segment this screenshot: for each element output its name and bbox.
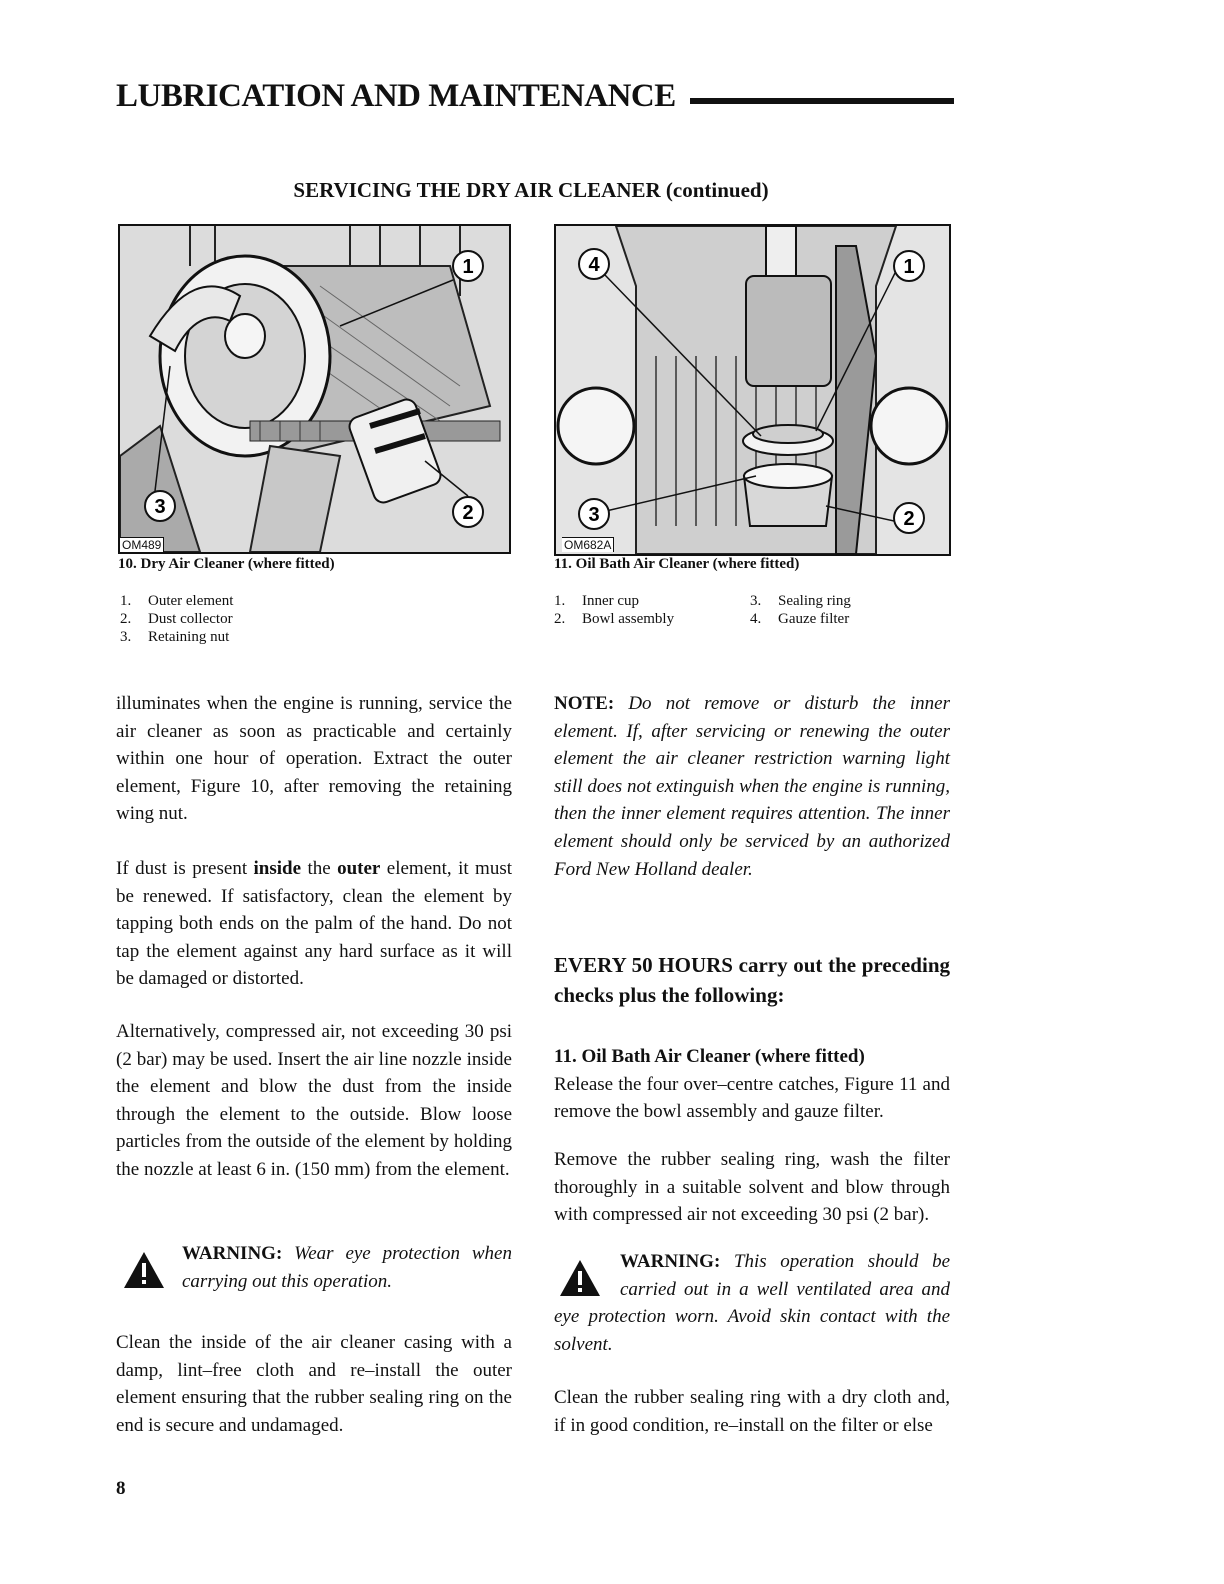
right-paragraph-3: Clean the rubber sealing ring with a dry cloth and, if in good condition, re–install on the filter or else — [554, 1387, 950, 1436]
right-column-p2 — [554, 1146, 950, 1229]
page-number: 8 — [116, 1478, 126, 1499]
warning-triangle-icon — [122, 1250, 166, 1290]
oil-bath-sub-heading: 11. Oil Bath Air Cleaner (where fitted) — [554, 1046, 865, 1067]
legend-item: 2. Bowl assembly — [554, 611, 675, 627]
figure-11-code: OM682A — [562, 537, 614, 552]
title-rule — [690, 98, 954, 104]
fig11-callout-4: 4 — [588, 254, 600, 276]
legend-item: 1. Outer element — [120, 593, 234, 609]
figure-11-image — [554, 224, 951, 556]
left-column-p4 — [116, 1329, 512, 1439]
every-50-hours-heading: EVERY 50 HOURS carry out the preceding checks plus the following: — [554, 953, 950, 1007]
left-paragraph-3: Alternatively, compressed air, not exceeding 30 psi (2 bar) may be used. Insert the air line nozzle inside the element and blow the dust from the inside through the element to the outside. Blow loose particles from the outside of the element by holding the nozzle at least 6 in. (150 mm) from the element. — [116, 1021, 512, 1180]
left-paragraph-2: If dust is present inside the outer element, it must be renewed. If satisfactory, clean the element by tapping both ends on the palm of the hand. Do not tap the element against any hard surface as it will be damaged or distorted. — [116, 858, 512, 990]
fig10-callout-1: 1 — [462, 256, 474, 278]
legend-item: 4. Gauze filter — [750, 611, 850, 627]
figure-10-image — [118, 224, 511, 554]
legend-item: 3. Retaining nut — [120, 629, 230, 645]
left-paragraph-4: Clean the inside of the air cleaner casing with a damp, lint–free cloth and re–install the outer element ensuring that the rubber sealing ring on the end is secure and undamaged. — [116, 1332, 512, 1436]
right-column-p3 — [554, 1384, 950, 1439]
left-paragraph-1: illuminates when the engine is running, service the air cleaner as soon as practicable and certainly within one hour of operation. Extract the outer element, Figure 10, after removing the retaining wing nut. — [116, 693, 512, 825]
oil-bath-air-cleaner-illustration — [556, 226, 949, 554]
legend-item: 2. Dust collector — [120, 611, 233, 627]
right-sub-heading-block — [554, 1043, 950, 1126]
page-title: LUBRICATION AND MAINTENANCE — [116, 78, 676, 114]
figure-11-caption: 11. Oil Bath Air Cleaner (where fitted) — [554, 556, 800, 572]
fig11-callout-1: 1 — [903, 256, 915, 278]
left-column — [116, 690, 512, 828]
right-paragraph-1: Release the four over–centre catches, Figure 11 and remove the bowl assembly and gauze filter. — [554, 1073, 950, 1123]
fig10-callout-3: 3 — [154, 496, 166, 518]
dry-air-cleaner-illustration — [120, 226, 509, 552]
left-warning: WARNING: Wear eye protection when carrying out this operation. — [182, 1243, 512, 1292]
legend-item: 3. Sealing ring — [750, 593, 851, 609]
right-warning: WARNING: This operation should be carried out in a well ventilated area and eye protection worn. Avoid skin contact with the solvent. — [554, 1251, 950, 1355]
right-paragraph-2: Remove the rubber sealing ring, wash the filter thoroughly in a suitable solvent and blow through with compressed air not exceeding 30 psi (2 bar). — [554, 1149, 950, 1226]
left-column-p3 — [116, 1018, 512, 1184]
fig11-callout-2: 2 — [903, 508, 915, 530]
figure-10-legend — [120, 592, 233, 646]
note-block: NOTE: Do not remove or disturb the inner element. If, after servicing or renewing the outer element the air cleaner restriction warning light still does not extinguish when the engine is running, then the inner element requires attention. The inner element should only be serviced by an authorized Ford New Holland dealer. — [554, 693, 950, 880]
figure-10-caption: 10. Dry Air Cleaner (where fitted) — [118, 556, 335, 572]
fig10-callout-2: 2 — [462, 502, 474, 524]
legend-item: 1. Inner cup — [554, 593, 640, 609]
figure-10-code: OM489 — [120, 537, 164, 552]
left-column-p2 — [116, 855, 512, 993]
section-title: SERVICING THE DRY AIR CLEANER (continued) — [293, 178, 769, 202]
fig11-callout-3: 3 — [588, 504, 600, 526]
